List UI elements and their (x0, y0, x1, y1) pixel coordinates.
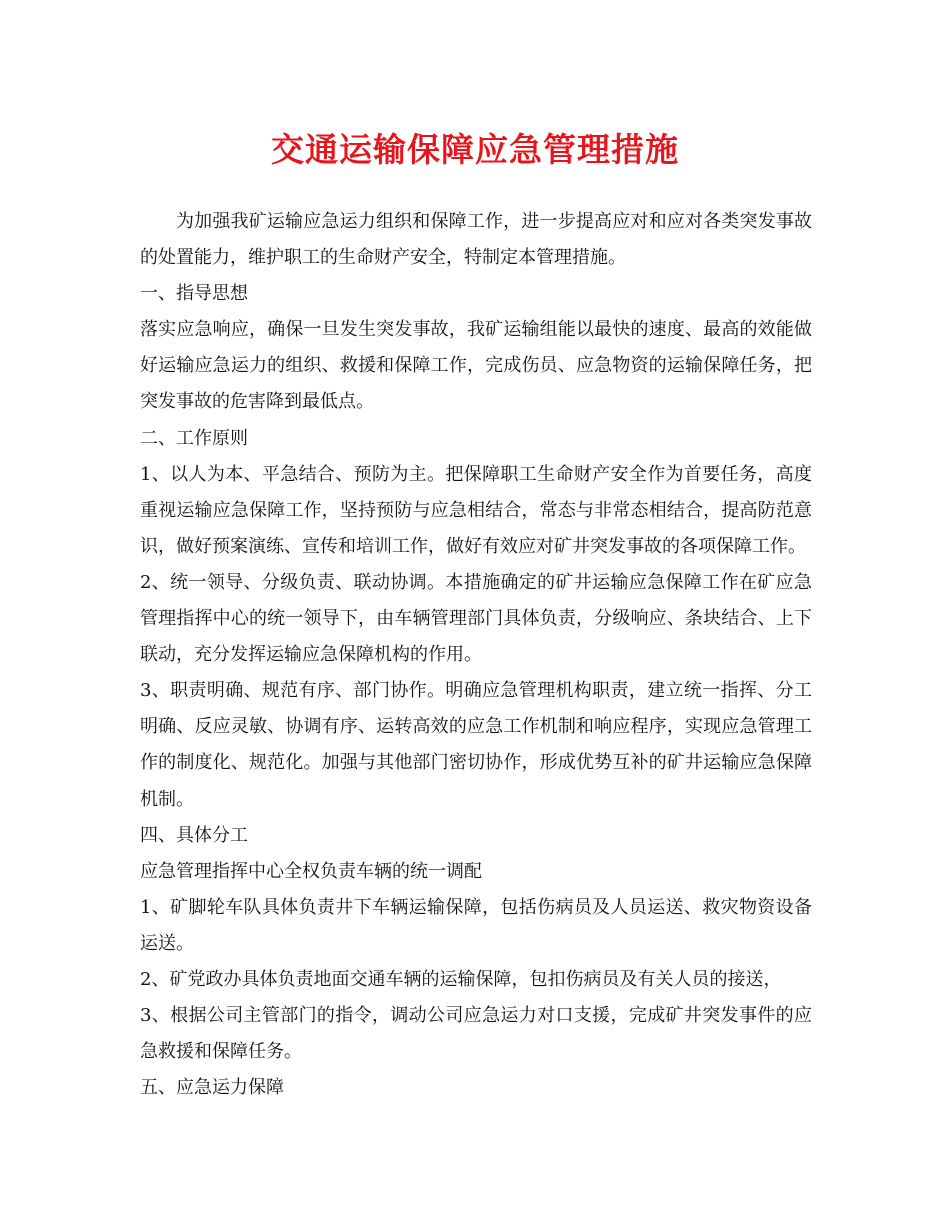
principle-2-paragraph: 2、统一领导、分级负责、联动协调。本措施确定的矿井运输应急保障工作在矿应急管理指挥中心的统一领导下，由车辆管理部门具体负责，分级响应、条块结合、上下联动，充分发挥运输应急保障机构的作用。 (140, 571, 812, 666)
intro-paragraph: 为加强我矿运输应急运力组织和保障工作，进一步提高应对和应对各类突发事故的处置能力，维护职工的生命财产安全，特制定本管理措施。 (140, 211, 812, 269)
section-heading-work-principles: 二、工作原则 (140, 427, 248, 449)
principle-3-paragraph: 3、职责明确、规范有序、部门协作。明确应急管理机构职责，建立统一指挥、分工明确、反应灵敏、协调有序、运转高效的应急工作机制和响应程序，实现应急管理工作的制度化、规范化。加强与其他部门密切协作，形成优势互补的矿井运输应急保障机制。 (140, 680, 812, 810)
division-intro-line: 应急管理指挥中心全权负责车辆的统一调配 (140, 860, 482, 882)
section-heading-division-of-work: 四、具体分工 (140, 824, 248, 846)
section-heading-emergency-capacity: 五、应急运力保障 (140, 1077, 284, 1099)
document-title: 交通运输保障应急管理措施 (271, 130, 679, 169)
guiding-ideology-paragraph: 落实应急响应，确保一旦发生突发事故，我矿运输组能以最快的速度、最高的效能做好运输应急运力的组织、救援和保障工作，完成伤员、应急物资的运输保障任务，把突发事故的危害降到最低点。 (140, 319, 812, 413)
document-body (140, 204, 812, 1106)
division-item-3: 3、根据公司主管部门的指令，调动公司应急运力对口支援，完成矿井突发事件的应急救援和保障任务。 (140, 1005, 812, 1063)
section-heading-guiding-ideology: 一、指导思想 (140, 283, 248, 305)
division-item-2: 2、矿党政办具体负责地面交通车辆的运输保障，包扣伤病员及有关人员的接送， (140, 968, 782, 990)
principle-1-paragraph: 1、以人为本、平急结合、预防为主。把保障职工生命财产安全作为首要任务，高度重视运输应急保障工作，坚持预防与应急相结合，常态与非常态相结合，提高防范意识，做好预案演练、宣传和培训工作，做好有效应对矿井突发事故的各项保障工作。 (140, 463, 812, 557)
division-item-1: 1、矿脚轮车队具体负责井下车辆运输保障，包括伤病员及人员运送、救灾物资设备运送。 (140, 896, 812, 954)
